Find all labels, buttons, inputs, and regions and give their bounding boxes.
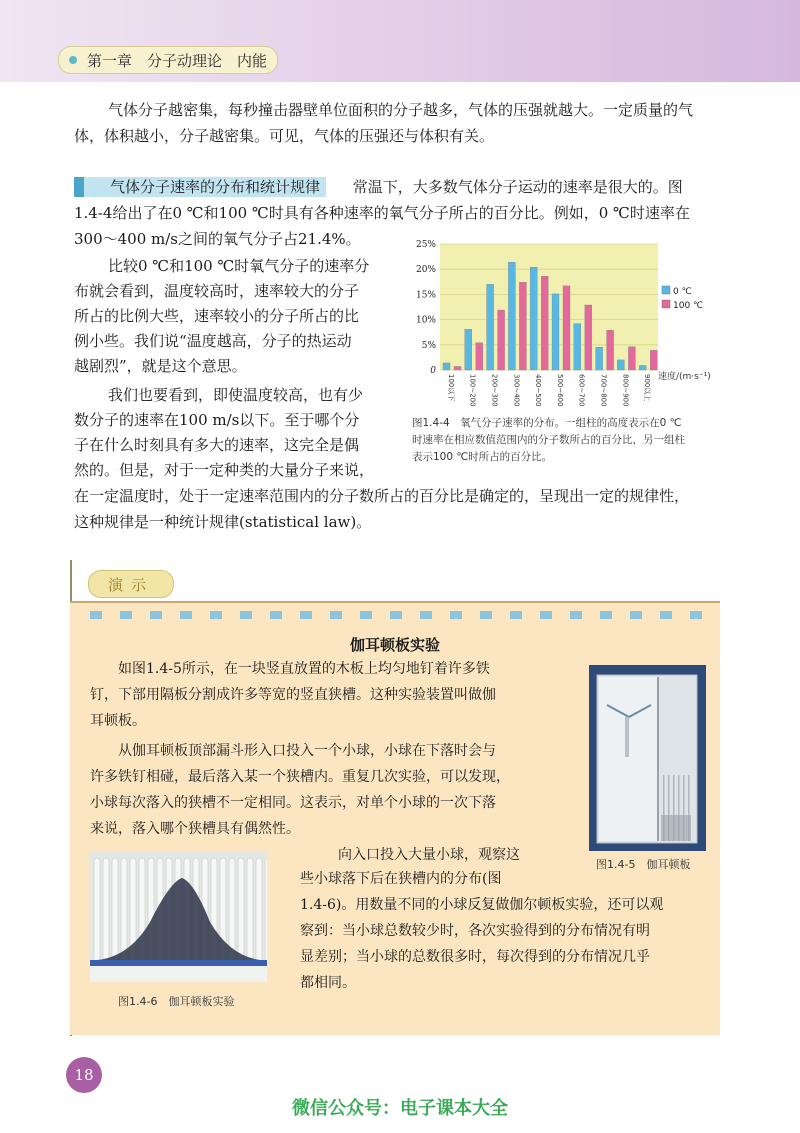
bar-100c: [454, 366, 461, 370]
section-line-13: 在一定温度时，处于一定速率范围内的分子数所占的百分比是确定的，呈现出一定的规律性，: [74, 487, 690, 505]
demo-p3-line-1: 向入口投入大量小球，观察这: [338, 847, 520, 863]
bar-100c: [607, 330, 614, 370]
decor-dash: [390, 611, 402, 619]
intro-line-1: 气体分子越密集，每秒撞击器壁单位面积的分子越多，气体的压强就越大。一定质量的气: [108, 101, 694, 119]
legend-label: 0 ℃: [673, 287, 692, 297]
section-line-9: 我们也要看到，即使温度较高，也有少: [108, 386, 364, 404]
slat: [121, 858, 127, 962]
decor-dash: [510, 611, 522, 619]
decor-dash: [600, 611, 612, 619]
x-tick-label: 600~700: [577, 374, 586, 407]
decor-dash: [270, 611, 282, 619]
demo-p2-line-1: 从伽耳顿板顶部漏斗形入口投入一个小球，小球在下落时会与: [118, 743, 496, 759]
y-tick-label: 0: [430, 366, 436, 376]
demo-p3-line-4: 察到：当小球总数较少时，各次实验得到的分布情况有明: [300, 923, 650, 939]
bar-100c: [541, 276, 548, 370]
watermark: 微信公众号：电子课本大全: [292, 1098, 508, 1119]
bar-100c: [476, 343, 483, 370]
bar-0c: [465, 329, 472, 370]
section-line-4: 比较0 ℃和100 ℃时氧气分子的速率分: [108, 257, 370, 275]
decor-dash: [480, 611, 492, 619]
slat: [256, 858, 262, 962]
section-line-6: 所占的比例大些，速率较小的分子所占的比: [74, 307, 360, 325]
demo-p1-line-1: 如图1.4-5所示，在一块竖直放置的木板上均匀地钉着许多铁: [118, 661, 490, 677]
x-tick-label: 700~800: [599, 374, 608, 407]
section-line-7: 例小些。我们说“温度越高，分子的热运动: [74, 332, 352, 350]
decor-dash: [150, 611, 162, 619]
decor-dash: [180, 611, 192, 619]
demo-tag-label: 演示: [107, 576, 154, 594]
legend-swatch: [662, 286, 670, 294]
slat: [238, 858, 244, 962]
demo-p1-line-3: 耳顿板。: [90, 713, 146, 729]
bar-100c: [498, 310, 505, 370]
demo-p3-line-6: 都相同。: [300, 975, 356, 991]
galton-board-experiment-photo: [90, 852, 267, 982]
decor-dash: [450, 611, 462, 619]
bar-0c: [552, 294, 559, 370]
demo-title: 伽耳顿板实验: [349, 636, 440, 654]
decor-dash: [120, 611, 132, 619]
x-tick-label: 300~400: [512, 374, 521, 407]
y-tick-label: 20%: [415, 265, 436, 276]
decor-dash: [210, 611, 222, 619]
y-tick-label: 5%: [421, 340, 436, 351]
section-keyword: 气体分子速率的分布和统计规律: [74, 177, 326, 197]
section-line-2: 1.4-4给出了在0 ℃和100 ℃时具有各种速率的氧气分子所占的百分比。例如，0 ℃时速率在: [74, 204, 690, 222]
x-tick-label: 800~900: [621, 374, 630, 407]
fig-1-4-5-caption: 图1.4-5 伽耳顿板: [596, 858, 691, 871]
demo-p2-line-4: 来说，落入哪个狭槽具有偶然性。: [90, 821, 300, 837]
fig-1-4-6-caption: 图1.4-6 伽耳顿板实验: [118, 995, 235, 1008]
slat: [94, 858, 100, 962]
bar-0c: [443, 363, 450, 370]
decor-dash: [300, 611, 312, 619]
chapter-tab: [58, 46, 278, 74]
bar-100c: [519, 282, 526, 370]
slat: [265, 858, 267, 962]
y-tick-label: 10%: [415, 315, 436, 326]
legend-swatch: [662, 300, 670, 308]
legend-label: 100 ℃: [673, 301, 704, 311]
bar-0c: [617, 360, 624, 370]
demo-p3-line-3: 1.4-6)。用数量不同的小球反复做伽尔顿板实验，还可以观: [300, 897, 664, 913]
decor-dash: [90, 611, 102, 619]
fig-1-4-4-caption-1: 图1.4-4 氧气分子速率的分布。一组柱的高度表示在0 ℃: [412, 417, 682, 429]
y-tick-label: 15%: [415, 290, 436, 301]
demo-p2-line-3: 小球每次落入的狭槽不一定相同。这表示，对单个小球的一次下落: [90, 795, 496, 811]
bar-0c: [639, 365, 646, 370]
x-tick-label: 400~500: [534, 374, 543, 407]
speed-distribution-chart: [404, 236, 724, 410]
bar-100c: [585, 305, 592, 370]
section-line-10: 数分子的速率在100 m/s以下。至于哪个分: [74, 411, 360, 429]
bullet-icon: [69, 56, 77, 64]
section-line-8: 越剧烈”，就是这个意思。: [74, 357, 247, 375]
x-tick-label: 900以上: [643, 374, 652, 402]
plot-area: [440, 244, 658, 370]
page-number: 18: [66, 1057, 102, 1093]
bar-100c: [628, 347, 635, 370]
decor-dash: [690, 611, 702, 619]
bar-0c: [596, 347, 603, 370]
intro-line-2: 体，体积越小，分子越密集。可见，气体的压强还与体积有关。: [74, 127, 495, 145]
x-tick-label: 500~600: [555, 374, 564, 407]
chapter-title: 第一章 分子动理论 内能: [87, 52, 268, 70]
x-tick-label: 100以下: [446, 374, 455, 402]
slat: [229, 858, 235, 962]
section-line-1: 常温下，大多数气体分子运动的速率是很大的。图: [352, 178, 683, 196]
bar-0c: [487, 284, 494, 370]
x-axis-label: 速度/(m·s⁻¹): [658, 372, 711, 382]
decor-dash: [360, 611, 372, 619]
decor-dash: [240, 611, 252, 619]
galton-board-photo: [589, 665, 706, 851]
decor-dash: [420, 611, 432, 619]
demo-tag: [88, 570, 174, 598]
section-first-line: [74, 175, 683, 199]
decor-dash: [540, 611, 552, 619]
demo-p2-line-2: 许多铁钉相碰，最后落入某一个狭槽内。重复几次实验，可以发现，: [90, 769, 510, 785]
section-line-12: 然的。但是，对于一定种类的大量分子来说，: [74, 461, 375, 479]
bar-0c: [508, 262, 515, 370]
x-tick-label: 100~200: [468, 374, 477, 407]
y-tick-label: 25%: [415, 240, 436, 250]
demo-rule-top: [70, 601, 720, 603]
bar-100c: [650, 350, 657, 370]
section-line-3: 300～400 m/s之间的氧气分子占21.4%。: [74, 230, 361, 248]
fig-1-4-4-caption-3: 表示100 ℃时所占的百分比。: [412, 451, 553, 463]
demo-p3-line-5: 显差别；当小球的总数很多时，每次得到的分布情况几乎: [300, 949, 650, 965]
slat: [247, 858, 253, 962]
bar-0c: [530, 267, 537, 370]
decor-dash: [660, 611, 672, 619]
fig-1-4-4-caption-2: 时速率在相应数值范围内的分子数所占的百分比，另一组柱: [412, 434, 685, 446]
bar-100c: [563, 286, 570, 370]
bar-0c: [574, 324, 581, 370]
section-line-5: 布就会看到，温度较高时，速率较大的分子: [74, 282, 360, 300]
section-line-14: 这种规律是一种统计规律(statistical law)。: [74, 513, 372, 531]
decor-dash: [630, 611, 642, 619]
decor-dash: [330, 611, 342, 619]
slat: [103, 858, 109, 962]
x-tick-label: 200~300: [490, 374, 499, 407]
slat: [112, 858, 118, 962]
decor-dash: [570, 611, 582, 619]
section-line-11: 子在什么时刻具有多大的速率，这完全是偶: [74, 436, 360, 454]
demo-p1-line-2: 钉，下部用隔板分割成许多等宽的竖直狭槽。这种实验装置叫做伽: [90, 687, 496, 703]
demo-p3-line-2: 些小球落下后在狭槽内的分布(图: [300, 871, 502, 887]
